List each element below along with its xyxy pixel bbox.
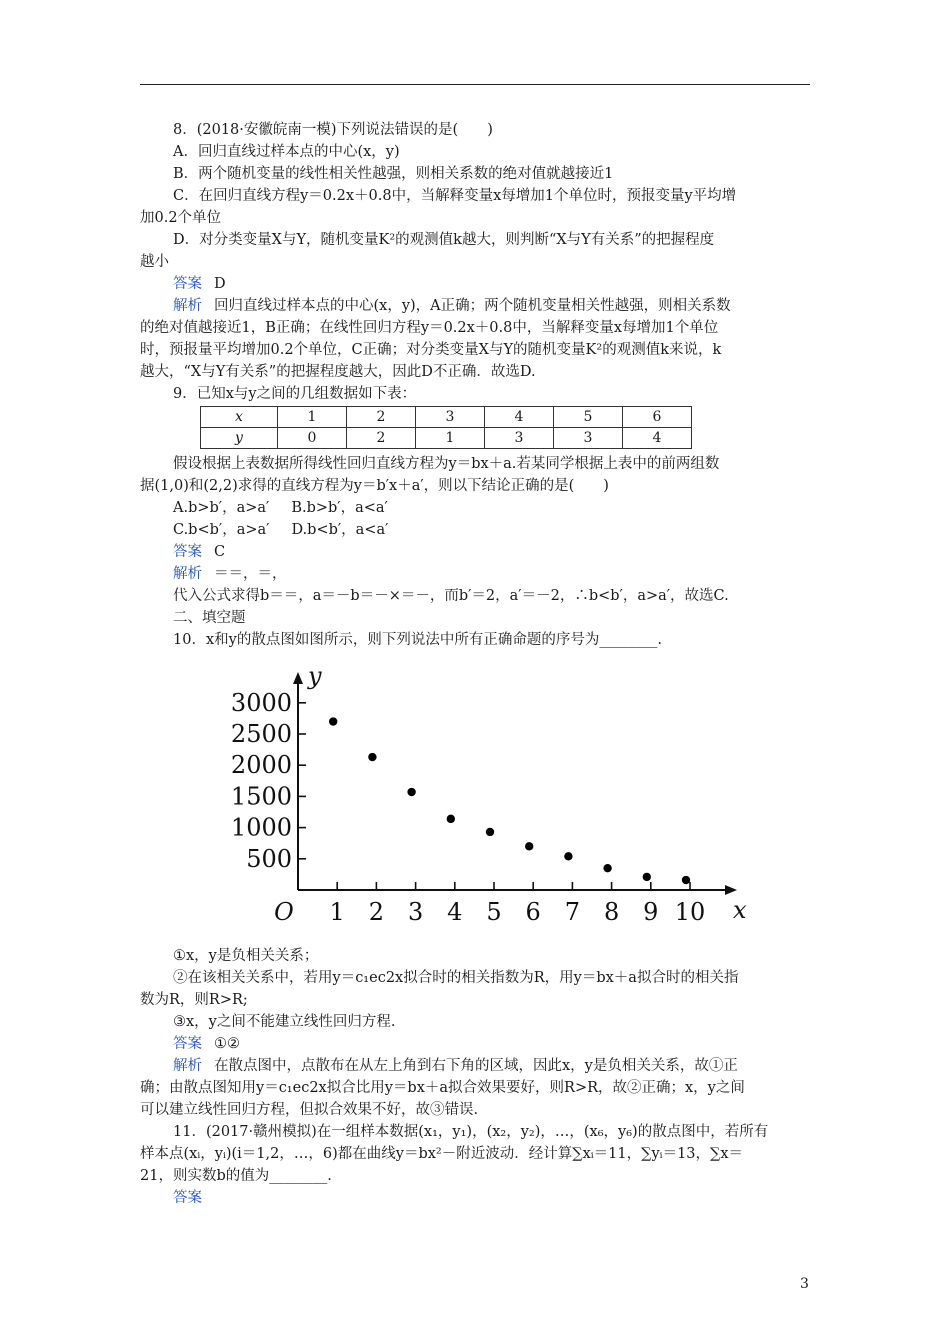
table-cell: 2: [347, 428, 416, 449]
y-tick-label: 3000: [230, 688, 292, 717]
q10-stem: 10．x和y的散点图如图所示，则下列说法中所有正确命题的序号为________.: [173, 632, 662, 648]
y-tick-label: 2000: [230, 751, 292, 780]
q8-option-d-line1: D．对分类变量X与Y，随机变量K²的观测值k越大，则判断“X与Y有关系”的把握程度: [173, 232, 715, 248]
data-point: [447, 815, 455, 823]
x-tick-label: 1: [329, 898, 345, 926]
q9-option-a: A.b>b′，a>a′: [173, 500, 270, 516]
table-row-y: [201, 428, 692, 449]
data-point: [564, 852, 572, 860]
q8-analysis-line2: 的绝对值越接近1，B正确；在线性回归方程y＝0.2x＋0.8中，当解释变量x每增加1个单位: [140, 320, 719, 336]
table-cell: 1: [278, 407, 347, 428]
table-header-x: x: [201, 407, 278, 428]
data-point: [368, 753, 376, 761]
q9-text-line1: 假设根据上表数据所得线性回归直线方程为y＝bx＋a.若某同学根据上表中的前两组数: [173, 456, 720, 472]
table-cell: 1: [416, 428, 485, 449]
data-point: [525, 842, 533, 850]
data-points: [329, 717, 690, 884]
table-cell: 4: [623, 428, 692, 449]
q9-data-table: [200, 406, 692, 449]
x-tick-label: 7: [564, 898, 581, 926]
header-rule: [140, 84, 810, 85]
q9-analysis-line1: [173, 564, 287, 585]
y-tick-label: 500: [246, 844, 292, 873]
q10-item-3: ③x，y之间不能建立线性回归方程.: [173, 1014, 396, 1030]
q9-options-cd: [173, 520, 388, 541]
y-tick-label: 1500: [230, 782, 292, 811]
table-row-x: [201, 407, 692, 428]
x-tick-label: 2: [368, 898, 385, 926]
q11-line2: 样本点(xᵢ，yᵢ)(i＝1,2，…，6)都在曲线y＝bx²－附近波动．经计算∑xᵢ＝11，∑yᵢ＝13，∑x＝: [140, 1146, 744, 1162]
x-tick-label: 3: [407, 898, 424, 926]
q11-line1: 11．(2017·赣州模拟)在一组样本数据(x₁，y₁)，(x₂，y₂)，…，(x₆，y₆)的散点图中，若所有: [173, 1124, 769, 1140]
analysis-text: 在散点图中，点散布在从左上角到右下角的区域，因此x，y是负相关关系，故①正: [214, 1058, 738, 1074]
chart-axes: [274, 662, 747, 926]
q9-option-b: B.b>b′，a<a′: [291, 500, 388, 516]
x-tick-label: 10: [674, 898, 706, 926]
q9-text-line2: 据(1,0)和(2,2)求得的直线方程为y＝b′x＋a′，则以下结论正确的是( ): [140, 478, 609, 494]
table-cell: 5: [554, 407, 623, 428]
q10-answer: [173, 1034, 240, 1055]
analysis-label: 解析: [173, 566, 202, 582]
table-header-y: y: [201, 428, 278, 449]
table-cell: 3: [485, 428, 554, 449]
q11-line3: 21，则实数b的值为________.: [140, 1168, 332, 1184]
x-tick-label: 8: [603, 898, 620, 926]
q10-analysis-line3: 可以建立线性回归方程，但拟合效果不好，故③错误.: [140, 1102, 479, 1118]
data-point: [407, 788, 415, 796]
x-axis-ticks: [330, 882, 706, 926]
x-axis-arrow: [725, 885, 737, 895]
data-point: [643, 873, 651, 881]
q9-analysis-line2: 代入公式求得b＝＝，a＝－b＝－×＝－，而b′＝2，a′＝－2，∴b<b′，a>a′，故选C.: [173, 588, 729, 604]
q8-analysis-line3: 时，预报量平均增加0.2个单位，C正确；对分类变量X与Y的随机变量K²的观测值k来说，k: [140, 342, 722, 358]
q8-option-c-line1: C．在回归直线方程y＝0.2x＋0.8中，当解释变量x每增加1个单位时，预报变量y平均增: [173, 188, 737, 204]
table-cell: 3: [416, 407, 485, 428]
q9-option-d: D.b<b′，a<a′: [291, 522, 389, 538]
answer-label: 答案: [173, 276, 202, 292]
q8-analysis-line4: 越大，“X与Y有关系”的把握程度越大，因此D不正确．故选D.: [140, 364, 536, 380]
x-tick-label: 5: [486, 898, 502, 926]
q8-stem: 8．(2018·安徽皖南一模)下列说法错误的是( ): [173, 122, 493, 138]
q8-option-c-line2: 加0.2个单位: [140, 210, 222, 226]
table-cell: 2: [347, 407, 416, 428]
x-axis-label: x: [733, 896, 747, 924]
x-tick-label: 6: [525, 898, 541, 926]
data-point: [329, 717, 337, 725]
q8-answer: [173, 274, 226, 295]
answer-value: C: [214, 544, 226, 560]
data-point: [603, 864, 611, 872]
q9-stem: 9．已知x与y之间的几组数据如下表：: [173, 386, 417, 402]
answer-value: D: [214, 276, 226, 292]
answer-value: ①②: [214, 1036, 240, 1052]
analysis-label: 解析: [173, 1058, 202, 1074]
q10-analysis-line2: 确；由散点图知用y＝c₁ec2x拟合比用y＝bx＋a拟合效果要好，则R>R，故②正确；x，y之间: [140, 1080, 745, 1096]
y-axis-ticks: [231, 689, 306, 873]
y-axis-arrow: [293, 672, 303, 684]
data-point: [486, 828, 494, 836]
page-number: 3: [800, 1276, 809, 1292]
table-cell: 6: [623, 407, 692, 428]
analysis-text: ＝＝，＝，: [214, 566, 287, 582]
q10-item-2-line1: ②在该相关关系中，若用y＝c₁ec2x拟合时的相关指数为R，用y＝bx＋a拟合时的相关指: [173, 970, 739, 986]
q8-option-a: A．回归直线过样本点的中心(x，y): [173, 144, 400, 160]
answer-label: 答案: [173, 544, 202, 560]
q9-option-c: C.b<b′，a>a′: [173, 522, 270, 538]
table-cell: 0: [278, 428, 347, 449]
analysis-text: 回归直线过样本点的中心(x，y)，A正确；两个随机变量相关性越强，则相关系数: [214, 298, 731, 314]
q8-option-d-line2: 越小: [140, 254, 169, 270]
answer-label: 答案: [173, 1036, 202, 1052]
answer-label: 答案: [173, 1190, 202, 1206]
q9-options-ab: [173, 498, 388, 519]
y-tick-label: 1000: [230, 813, 292, 842]
q8-option-b: B．两个随机变量的线性相关性越强，则相关系数的绝对值就越接近1: [173, 166, 614, 182]
scatter-plot: [222, 650, 774, 942]
y-axis-label: y: [308, 662, 322, 690]
q10-analysis-line1: [173, 1056, 738, 1077]
origin-label: O: [274, 898, 294, 926]
q11-answer: [173, 1188, 202, 1209]
q10-item-1: ①x，y是负相关关系；: [173, 948, 319, 964]
table-cell: 3: [554, 428, 623, 449]
q8-analysis-line1: [173, 296, 731, 317]
section-heading: 二、填空题: [173, 610, 246, 626]
analysis-label: 解析: [173, 298, 202, 314]
x-tick-label: 9: [643, 898, 659, 926]
data-point: [682, 876, 690, 884]
x-tick-label: 4: [447, 898, 463, 926]
q10-item-2-line2: 数为R，则R>R;: [140, 992, 248, 1008]
table-cell: 4: [485, 407, 554, 428]
q9-answer: [173, 542, 225, 563]
y-tick-label: 2500: [230, 720, 292, 748]
